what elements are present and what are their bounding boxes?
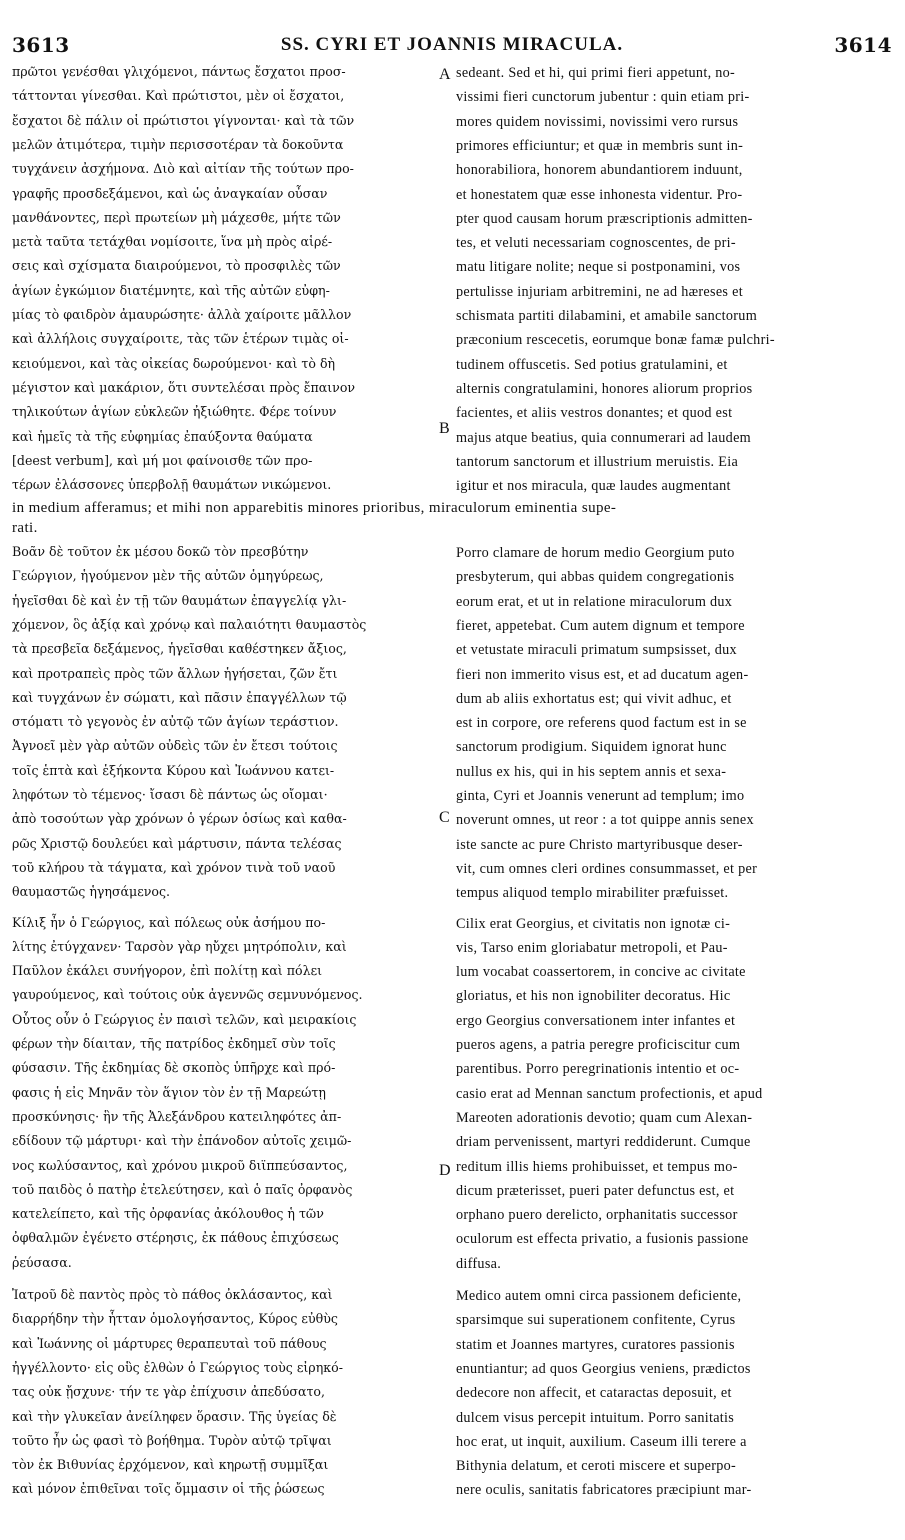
text-line: gloriatus, et his non ignobiliter decoratus. Hic <box>456 988 731 1005</box>
text-line: ergo Georgius conversationem inter infantes et <box>456 1012 736 1029</box>
text-line: honorabiliora, honorem abundantiorem induunt, <box>456 162 743 179</box>
text-line: Ἀγνοεῖ μὲν γὰρ αὐτῶν οὐδεὶς τῶν ἐν ἔτεσι τούτοις <box>12 738 338 754</box>
text-line: Γεώργιον, ἡγούμενον μὲν τῆς αὐτῶν ὁμηγύρεως, <box>12 568 324 584</box>
text-line: Ἰατροῦ δὲ παντὸς πρὸς τὸ πάθος ὀκλάσαντος, καὶ <box>12 1287 333 1302</box>
text-line: mores quidem novissimi, novissimi vero rursus <box>456 113 739 130</box>
text-line: Οὗτος οὖν ὁ Γεώργιος ἐν παισὶ τελῶν, καὶ μειρακίοις <box>12 1011 357 1027</box>
text-line: πρῶτοι γενέσθαι γλιχόμενοι, πάντως ἔσχατοι προσ- <box>12 64 346 79</box>
text-line: casio erat ad Mennan sanctum profectionis, et apud <box>456 1085 763 1102</box>
text-line: pertulisse injuriam arbitremini, ne ad hæreses et <box>456 283 743 300</box>
text-line: iste sancte ac pure Christo martyribusque deser- <box>456 836 743 853</box>
running-title: SS. CYRI ET JOANNIS MIRACULA. <box>280 34 624 55</box>
text-line: Παῦλον ἐκάλει συνήγορον, ἐπὶ πολίτῃ καὶ πόλει <box>12 963 323 979</box>
text-line: χόμενον, ὃς ἀξίᾳ καὶ χρόνῳ καὶ παλαιότητι θαυμαστὸς <box>12 616 367 632</box>
text-line: Mareoten adorationis devotio; quam cum Alexan- <box>456 1109 753 1126</box>
text-line: diffusa. <box>456 1255 502 1272</box>
text-line: parentibus. Porro peregrinationis intentio et oc- <box>456 1061 740 1078</box>
text-line: eorum erat, et ut in relatione miraculorum dux <box>456 593 733 610</box>
text-line: φύσασιν. Τῆς ἐκδημίας δὲ σκοπὸς ὑπῆρχε καὶ πρό- <box>12 1060 336 1076</box>
text-line: γραφῆς προσδεξάμενοι, καὶ ὡς ἀναγκαίαν οὖσαν <box>12 185 328 201</box>
text-line: λίτης ἐτύγχανεν· Ταρσὸν γὰρ ηὔχει μητρόπολιν, καὶ <box>12 938 347 954</box>
text-line: driam pervenissent, martyri reddiderunt. Cumque <box>456 1134 751 1151</box>
margin-letter-b: B <box>439 420 450 437</box>
text-line: dicum præterisset, pueri pater defunctus est, et <box>456 1182 735 1199</box>
text-line: μίας τὸ φαιδρὸν ἀμαυρώσητε· ἀλλὰ χαίροιτε μᾶλλον <box>12 307 352 322</box>
text-line: Porro clamare de horum medio Georgium puto <box>456 545 735 561</box>
text-line: sanctorum prodigium. Siquidem ignorat hunc <box>456 739 727 756</box>
text-line: τοῦ παιδὸς ὁ πατὴρ ἐτελεύτησεν, καὶ ὁ παῖς ὀρφανὸς <box>12 1181 353 1197</box>
text-line: προσκύνησις· ἣν τῆς Ἀλεξάνδρου κατειληφότες ἀπ- <box>12 1108 342 1124</box>
text-line: noverunt omnes, ut reor : a tot quippe annis senex <box>456 812 754 829</box>
text-line: sparsimque sui superationem confitente, Cyrus <box>456 1312 736 1329</box>
text-line: φέρων τὴν δίαιταν, τῆς πατρίδος ἐκδημεῖ σὺν τοῖς <box>12 1036 336 1051</box>
text-line: ῥεύσασα. <box>12 1254 72 1270</box>
margin-letter-a: A <box>439 66 451 83</box>
text-line: γαυρούμενος, καὶ τούτοις οὐκ ἀγεννῶς σεμνυνόμενος. <box>12 987 363 1003</box>
text-line: statim et Joannes martyres, curatores passionis <box>456 1336 735 1353</box>
text-line: tantorum sanctorum et illustrium meruistis. Eia <box>456 453 739 470</box>
text-line: dum ab aliis exhortatus est; qui vivit adhuc, et <box>456 690 732 707</box>
text-line: καὶ τυγχάνων ἐν σώματι, καὶ πᾶσιν ἐπαγγέλλων τῷ <box>12 689 347 705</box>
text-line: εδίδουν τῷ μάρτυρι· καὶ τὴν ἐπάνοδον αὐτοῖς χειμῶ- <box>12 1133 352 1149</box>
text-line: dulcem visus percepit intuitum. Porro sanitatis <box>456 1409 735 1426</box>
text-line: τὰ πρεσβεῖα δεξάμενος, ἡγεῖσθαι καθέστηκεν ἄξιος, <box>12 641 347 657</box>
text-line: ὀφθαλμῶν ἐγένετο στέρησις, ἐκ πάθους ἐπιχύσεως <box>12 1230 339 1246</box>
text-line: ἔσχατοι δὲ πάλιν οἱ πρώτιστοι γίγνονται· καὶ τὰ τῶν <box>12 112 355 128</box>
text-line: tudinem offuscetis. Sed potius gratulamini, et <box>456 356 728 373</box>
text-line: ginta, Cyri et Joannis venerunt ad templum; imo <box>456 788 745 804</box>
text-line: alternis congratulamini, honores aliorum proprios <box>456 380 753 397</box>
text-line: τοῦ κλήρου τὰ τάγματα, καὶ χρόνον τινὰ τοῦ ναοῦ <box>12 859 336 875</box>
text-line: oculorum est effecta privatio, a fusionis passione <box>456 1231 749 1248</box>
text-line: vit, cum omnes cleri ordines consummasset, et per <box>456 860 758 877</box>
text-line: facientes, et aliis vestros donantes; et quod est <box>456 405 733 422</box>
text-line: μετὰ ταῦτα τετάχθαι νομίσοιτε, ἵνα μὴ πρὸς αἱρέ- <box>12 234 333 250</box>
text-line: τας οὐκ ᾔσχυνε· τήν τε γὰρ ἐπίχυσιν ἀπεδύσατο, <box>12 1384 326 1400</box>
text-line: καὶ ἀλλήλοις συγχαίροιτε, τὰς τῶν ἑτέρων τιμὰς οἰ- <box>12 331 349 347</box>
text-line: ἁγίων ἐγκώμιον διατέμνητε, καὶ τῆς αὐτῶν εὐφη- <box>12 282 330 298</box>
text-line: pter quod causam horum præscriptionis admitten- <box>456 210 753 227</box>
text-line: τυγχάνειν ἀσχήμονα. Διὸ καὶ αἰτίαν τῆς τούτων προ- <box>12 161 354 177</box>
text-line: lum vocabat coassertorem, in concive ac civitate <box>456 964 746 981</box>
text-line: φασις ἡ εἰς Μηνᾶν τὸν ἅγιον τὸν ἐν τῇ Μαρεώτῃ <box>12 1084 326 1100</box>
text-line: νος κωλύσαντος, καὶ χρόνου μικροῦ διϊππεύσαντος, <box>12 1157 348 1173</box>
text-line: καὶ ἡμεῖς τὰ τῆς εὐφημίας ἐπαύξοντα θαύματα <box>12 428 313 444</box>
text-line: τὸν ἐκ Βιθυνίας ἐρχόμενον, καὶ κηρωτῇ συμμῖξαι <box>12 1457 329 1473</box>
text-line: καὶ Ἰωάννης οἱ μάρτυρες θεραπευταὶ τοῦ πάθους <box>12 1335 327 1351</box>
text-line: tes, et veluti necessariam cognoscentes, de pri- <box>456 235 736 252</box>
text-line: Βοᾶν δὲ τοῦτον ἐκ μέσου δοκῶ τὸν πρεσβύτην <box>12 544 309 559</box>
text-line: κατελείπετο, καὶ τῆς ὀρφανίας ἀκόλουθος ἡ τῶν <box>12 1206 324 1222</box>
text-line: nullus ex his, qui in his septem annis et sexa- <box>456 763 727 780</box>
text-line: μέγιστον καὶ μακάριον, ὅτι συντελέσαι πρὸς ἔπαινον <box>12 379 356 395</box>
text-line: Medico autem omni circa passionem deficiente, <box>456 1288 742 1304</box>
text-line: καὶ μόνον ἐπιθεῖναι τοῖς ὄμμασιν οἱ τῆς ῥώσεως <box>12 1481 325 1497</box>
text-line: sedeant. Sed et hi, qui primi fieri appetunt, no- <box>456 65 736 81</box>
text-line: et honestatem quæ esse inhonesta videntur. Pro- <box>456 186 743 203</box>
text-line: præconium rescecetis, eorumque bonæ famæ pulchri- <box>456 332 775 349</box>
text-line: est in corpore, ore referens quod factum est in se <box>456 715 747 732</box>
text-line: τοῖς ἑπτὰ καὶ ἑξήκοντα Κύρου καὶ Ἰωάννου κατει- <box>12 762 335 778</box>
text-line: reditum illis hiems prohibuisset, et tempus mo- <box>456 1158 738 1175</box>
text-line: μελῶν ἀτιμότερα, τιμὴν περισσοτέραν τὰ δοκοῦντα <box>12 136 344 152</box>
text-line: presbyterum, qui abbas quidem congregationis <box>456 569 735 586</box>
margin-letter-c: C <box>439 809 450 826</box>
text-line: orphano puero derelicto, orphanitatis successor <box>456 1207 738 1224</box>
text-line: καὶ προτραπεὶς πρὸς τῶν ἄλλων ἡγήσεται, ζῶν ἔτι <box>12 665 338 681</box>
text-line: διαρρήδην τὴν ἧτταν ὁμολογήσαντος, Κύρος εὐθὺς <box>12 1311 338 1327</box>
text-line: nere oculis, sanitatis fabricatores præcipiunt mar- <box>456 1482 752 1499</box>
text-line: majus atque beatius, quia connumerari ad laudem <box>456 429 751 446</box>
text-line: dedecore non affecit, et cataractas deposuit, et <box>456 1385 732 1402</box>
page-header <box>12 33 892 59</box>
text-line: Bithynia delatum, et ceroti miscere et superpo- <box>456 1458 737 1475</box>
page-number-right: 3614 <box>834 33 892 57</box>
text-line: σεις καὶ σχίσματα διαιρούμενοι, τὸ προσφιλὲς τῶν <box>12 258 341 274</box>
spanning-line-1: in medium afferamus; et mihi non apparebitis minores prioribus, miraculorum eminentia supe- <box>12 500 617 516</box>
text-line: hoc erat, ut inquit, auxilium. Caseum illi terere a <box>456 1433 747 1450</box>
text-line: τέρων ἐλάσσονες ὑπερβολῇ θαυμάτων νικώμενοι. <box>12 477 332 493</box>
text-line: Κίλιξ ἦν ὁ Γεώργιος, καὶ πόλεως οὐκ ἀσήμου πο- <box>12 914 326 930</box>
text-line: tempus aliquod templo mirabiliter præfuisset. <box>456 885 729 902</box>
text-line: et vetustate miraculi primatum sumpsisset, dux <box>456 642 737 659</box>
text-line: κειούμενοι, καὶ τὰς οἰκείας δωρούμενοι· καὶ τὸ δὴ <box>12 355 336 371</box>
text-line: ἡγεῖσθαι δὲ καὶ ἐν τῇ τῶν θαυμάτων ἐπαγγελίᾳ γλι- <box>12 592 347 608</box>
text-line: pueros agens, a patria peregre proficiscitur cum <box>456 1037 741 1053</box>
text-line: Cilix erat Georgius, et civitatis non ignotæ ci- <box>456 915 731 932</box>
text-line: primores efficiuntur; et quæ in membris sunt in- <box>456 137 744 154</box>
text-line: τηλικούτων ἁγίων εὐκλεῶν ἠξιώθητε. Φέρε τοίνυν <box>12 404 337 420</box>
text-line: στόματι τὸ γεγονὸς ἐν αὐτῷ τῶν ἁγίων τεράστιον. <box>12 714 339 730</box>
text-line: ρῶς Χριστῷ δουλεύει καὶ μάρτυσιν, πάντα τελέσας <box>12 835 342 851</box>
text-line: ληφότων τὸ τέμενος· ἴσασι δὲ πάντως ὡς οἴομαι· <box>12 787 328 802</box>
text-line: τοῦτο ἦν ὡς φασὶ τὸ βοήθημα. Τυρὸν αὐτῷ τρῖψαι <box>12 1432 332 1448</box>
margin-letter-d: D <box>439 1162 451 1179</box>
text-line: τάττονται γίνεσθαι. Καὶ πρώτιστοι, μὲν οἱ ἔσχατοι, <box>12 88 345 104</box>
text-line: καὶ τὴν γλυκεῖαν ἀνείληφεν ὅρασιν. Τῆς ὑγείας δὲ <box>12 1408 337 1424</box>
text-line: vis, Tarso enim gloriabatur metropoli, et Pau- <box>456 939 728 956</box>
text-line: matu litigare nolite; neque si postponamini, vos <box>456 259 741 276</box>
text-line: [deest verbum], καὶ μή μοι φαίνοισθε τῶν προ- <box>12 452 313 468</box>
text-line: μανθάνοντες, περὶ πρωτείων μὴ μάχεσθε, μήτε τῶν <box>12 209 341 225</box>
text-line: fieret, appetebat. Cum autem dignum et tempore <box>456 617 745 634</box>
text-line: vissimi fieri cunctorum jubentur : quin etiam pri- <box>456 89 750 106</box>
text-line: ἠγγέλλοντο· εἰς οὓς ἐλθὼν ὁ Γεώργιος τοὺς εἰρηκό- <box>12 1359 343 1375</box>
text-line: igitur et nos miracula, quæ laudes augmentant <box>456 478 731 495</box>
text-line: θαυμαστῶς ἡγησάμενος. <box>12 884 171 900</box>
text-line: schismata partiti dilabamini, et amabile sanctorum <box>456 308 758 324</box>
text-line: fieri non immerito visus est, et ad ducatum agen- <box>456 666 749 683</box>
text-line: enuntiantur; ad quos Georgius veniens, prædictos <box>456 1360 751 1377</box>
text-line: ἀπὸ τοσούτων γὰρ χρόνων ὁ γέρων ὁσίως καὶ καθα- <box>12 811 347 827</box>
page-number-left: 3613 <box>12 33 70 57</box>
spanning-line-2: rati. <box>12 520 38 536</box>
